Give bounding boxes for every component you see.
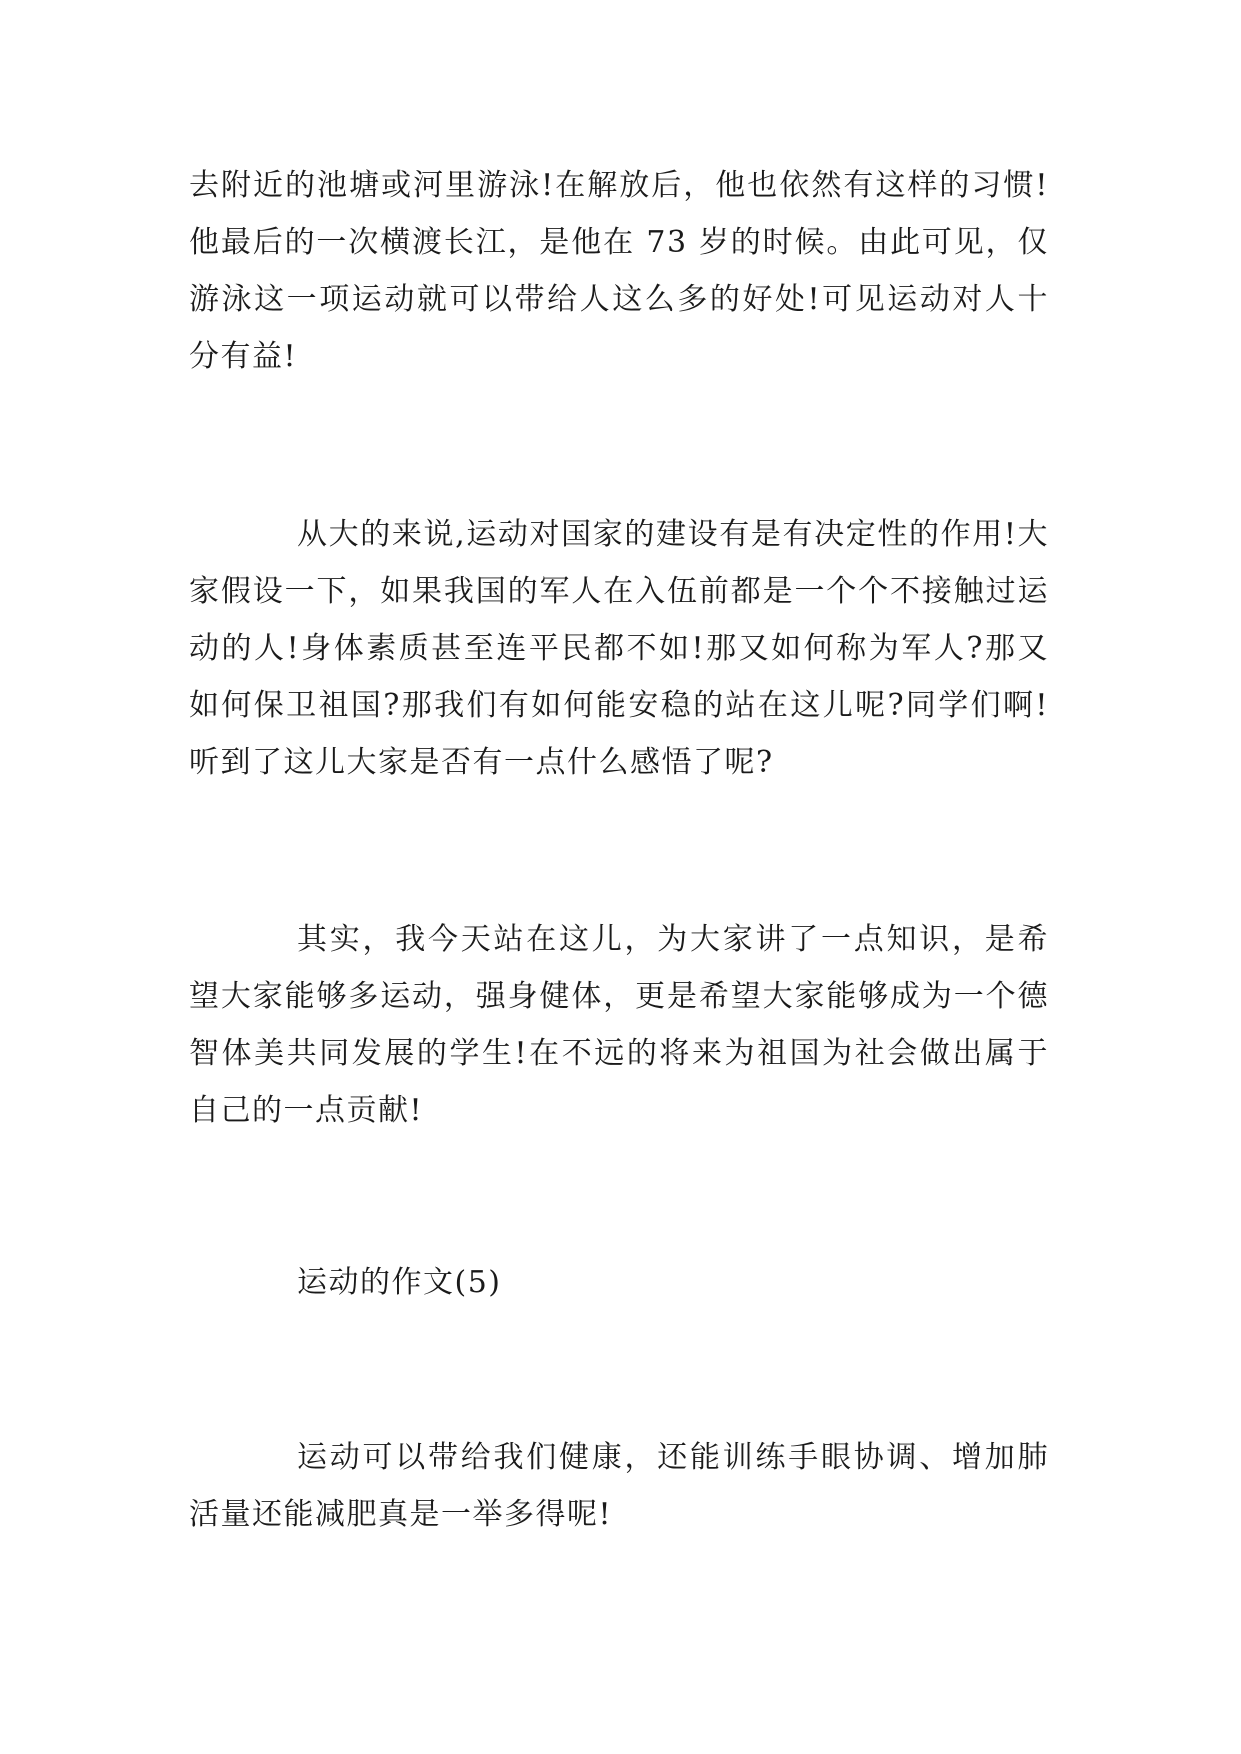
- paragraph-national-importance: 从大的来说,运动对国家的建设有是有决定性的作用!大家假设一下，如果我国的军人在入伍前都是一个个不接触过运动的人!身体素质甚至连平民都不如!那又如何称为军人?那又如何保卫祖国?那我们有如何能安稳的站在这儿呢?同学们啊!听到了这儿大家是否有一点什么感悟了呢?: [189, 517, 1049, 780]
- paragraph-closing-hope: 其实，我今天站在这儿，为大家讲了一点知识，是希望大家能够多运动，强身健体，更是希望大家能够成为一个德智体美共同发展的学生!在不远的将来为祖国为社会做出属于自己的一点贡献!: [189, 922, 1049, 1128]
- section-heading: 运动的作文(5): [297, 1265, 502, 1300]
- paragraph-swimming-benefits: 去附近的池塘或河里游泳!在解放后，他也依然有这样的习惯!他最后的一次横渡长江，是他在 73 岁的时候。由此可见，仅游泳这一项运动就可以带给人这么多的好处!可见运动对人十分有益!: [189, 168, 1049, 374]
- paragraph-exercise-health: 运动可以带给我们健康，还能训练手眼协调、增加肺活量还能减肥真是一举多得呢!: [189, 1440, 1049, 1532]
